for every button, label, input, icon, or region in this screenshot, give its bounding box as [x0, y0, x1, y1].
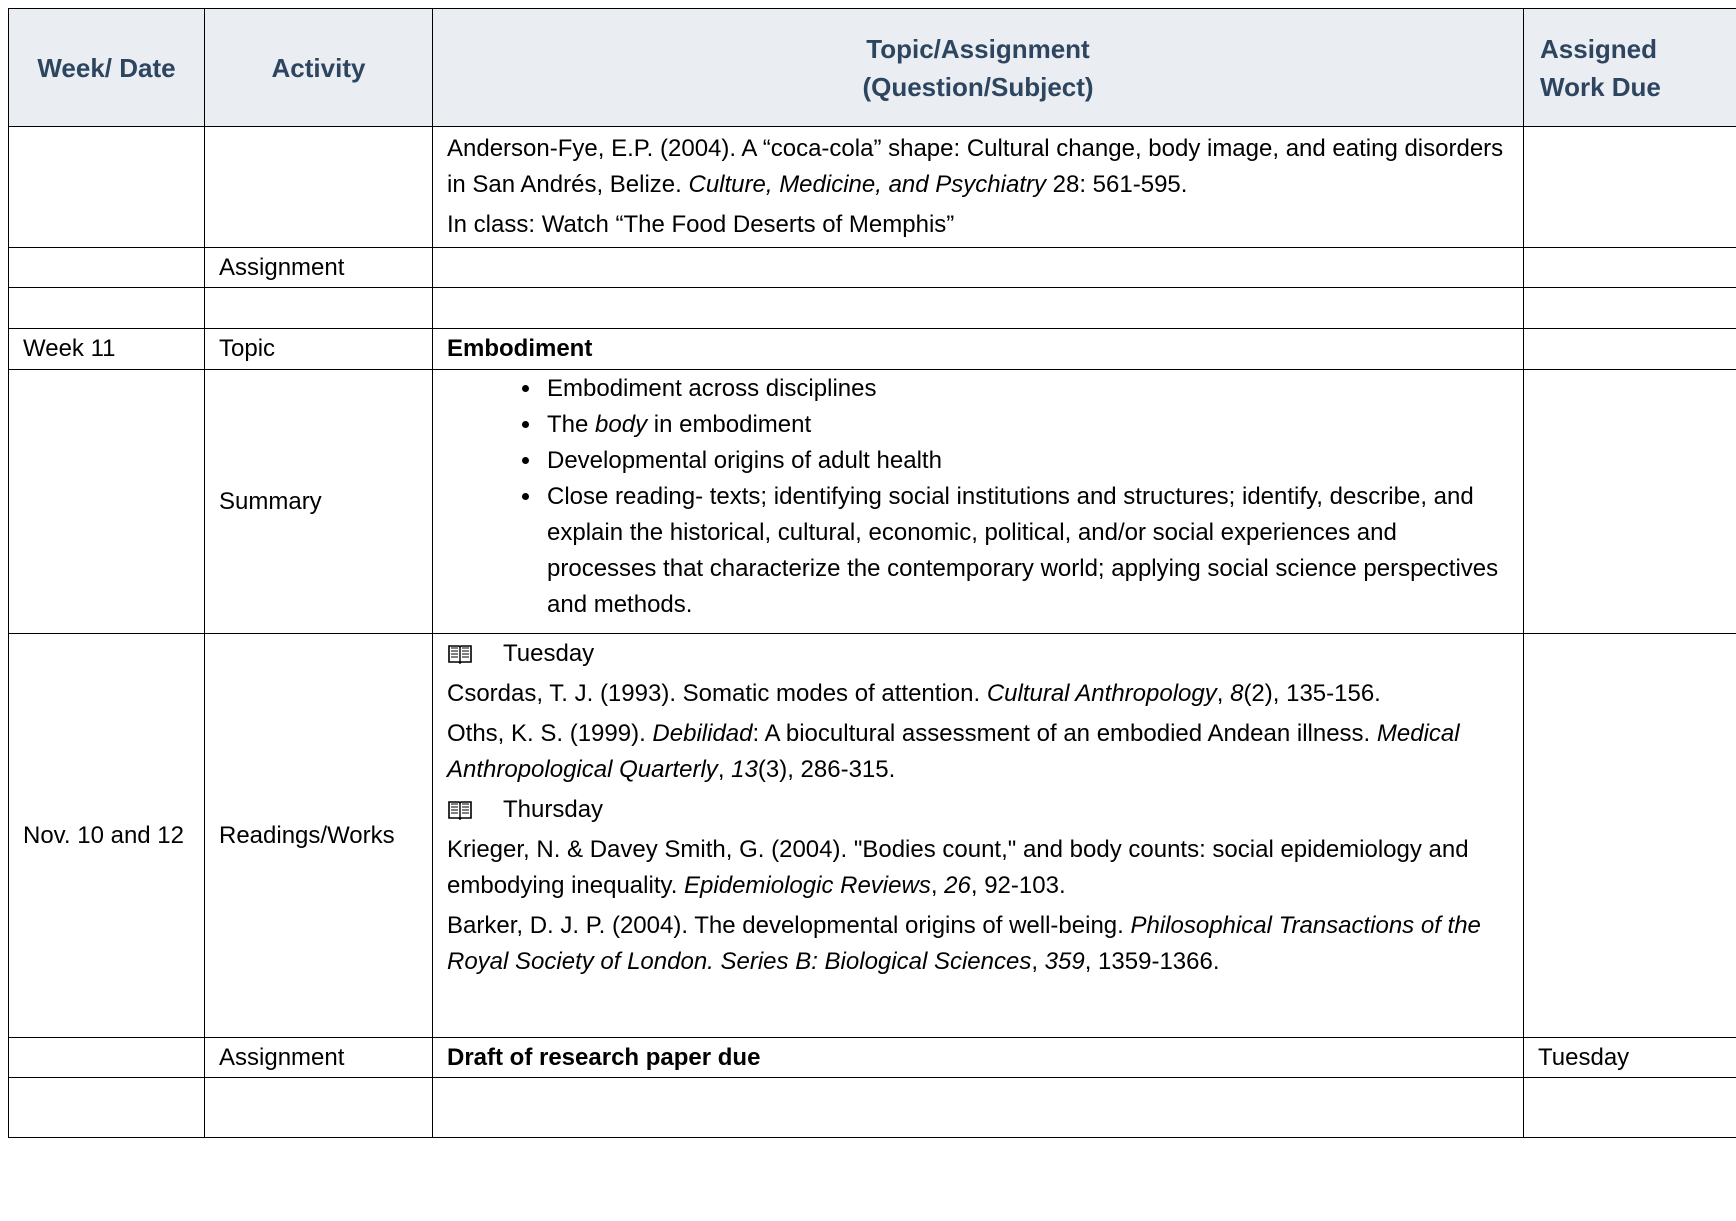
- open-book-icon: [447, 643, 473, 665]
- summary-list: [447, 371, 1509, 623]
- topic-cell: Draft of research paper due: [433, 1038, 1524, 1078]
- table-row: [9, 288, 1736, 329]
- week-cell: [9, 1078, 205, 1138]
- activity-cell: Summary: [205, 370, 433, 634]
- open-book-icon: [447, 799, 473, 821]
- header-due-line2: Work Due: [1540, 71, 1661, 102]
- summary-cell: [433, 370, 1524, 634]
- table-row: [9, 1038, 1736, 1078]
- due-cell: [1524, 370, 1736, 634]
- week-cell: Week 11: [9, 329, 205, 370]
- table-row: [9, 1078, 1736, 1138]
- due-cell: [1524, 1078, 1736, 1138]
- header-topic-line1: Topic/Assignment: [866, 33, 1090, 64]
- day-label-text: Thursday: [503, 796, 604, 823]
- header-activity: Activity: [205, 9, 433, 127]
- syllabus-page: [8, 8, 1736, 1221]
- reading-csordas: Csordas, T. J. (1993). Somatic modes of attention. Cultural Anthropology, 8(2), 135-156.: [447, 680, 1381, 707]
- list-item: • The body in embodiment: [543, 407, 1509, 443]
- topic-cell: [433, 127, 1524, 248]
- topic-cell: [433, 288, 1524, 329]
- reading-oths: Oths, K. S. (1999). Debilidad: A biocultural assessment of an embodied Andean illness. Medical Anthropological Quarterly, 13(3), 286-315.: [447, 720, 1460, 783]
- due-cell: [1524, 127, 1736, 248]
- header-topic: [433, 9, 1524, 127]
- readings-cell: [433, 634, 1524, 1038]
- in-class-note: In class: Watch “The Food Deserts of Memphis”: [447, 211, 955, 238]
- header-week-date: Week/ Date: [9, 9, 205, 127]
- week-cell: [9, 1038, 205, 1078]
- activity-cell: [205, 288, 433, 329]
- activity-cell: Assignment: [205, 1038, 433, 1078]
- reading-krieger: Krieger, N. & Davey Smith, G. (2004). "Bodies count," and body counts: social epidemiology and embodying inequality. Epidemiologic Reviews, 26, 92-103.: [447, 836, 1469, 899]
- topic-cell: [433, 1078, 1524, 1138]
- week-cell: [9, 370, 205, 634]
- table-row: [9, 329, 1736, 370]
- reading-barker: Barker, D. J. P. (2004). The developmental origins of well-being. Philosophical Transactions of the Royal Society of London. Series B: Biological Sciences, 359, 1359-1366.: [447, 912, 1481, 975]
- day-label-tuesday: [447, 636, 1509, 672]
- week-cell: Nov. 10 and 12: [9, 634, 205, 1038]
- day-label-thursday: [447, 792, 1509, 828]
- list-item: • Developmental origins of adult health: [543, 443, 1509, 479]
- table-row: [9, 248, 1736, 288]
- list-item: • Close reading- texts; identifying social institutions and structures; identify, describe, and explain the historical, cultural, economic, political, and/or social experiences and processes that characterize the contemporary world; applying social science perspectives and methods.: [543, 479, 1509, 623]
- activity-cell: Assignment: [205, 248, 433, 288]
- week-cell: [9, 248, 205, 288]
- reading-anderson-fye: Anderson-Fye, E.P. (2004). A “coca-cola” shape: Cultural change, body image, and eating disorders in San Andrés, Belize. Culture, Medicine, and Psychiatry 28: 561-595.: [447, 135, 1504, 198]
- table-row: [9, 634, 1736, 1038]
- due-cell: [1524, 288, 1736, 329]
- due-cell: Tuesday: [1524, 1038, 1736, 1078]
- due-cell: [1524, 634, 1736, 1038]
- week-cell: [9, 127, 205, 248]
- header-topic-line2: (Question/Subject): [862, 71, 1094, 102]
- week-cell: [9, 288, 205, 329]
- activity-cell: Readings/Works: [205, 634, 433, 1038]
- activity-cell: [205, 1078, 433, 1138]
- header-row: [9, 9, 1736, 127]
- header-assigned-work-due: [1524, 9, 1736, 127]
- activity-cell: Topic: [205, 329, 433, 370]
- list-item: • Embodiment across disciplines: [543, 371, 1509, 407]
- table-row: [9, 127, 1736, 248]
- day-label-text: Tuesday: [503, 640, 595, 667]
- activity-cell: [205, 127, 433, 248]
- header-due-line1: Assigned: [1540, 33, 1658, 64]
- topic-cell: [433, 248, 1524, 288]
- due-cell: [1524, 329, 1736, 370]
- schedule-table: [8, 8, 1736, 1138]
- table-row: [9, 370, 1736, 634]
- due-cell: [1524, 248, 1736, 288]
- topic-cell: Embodiment: [433, 329, 1524, 370]
